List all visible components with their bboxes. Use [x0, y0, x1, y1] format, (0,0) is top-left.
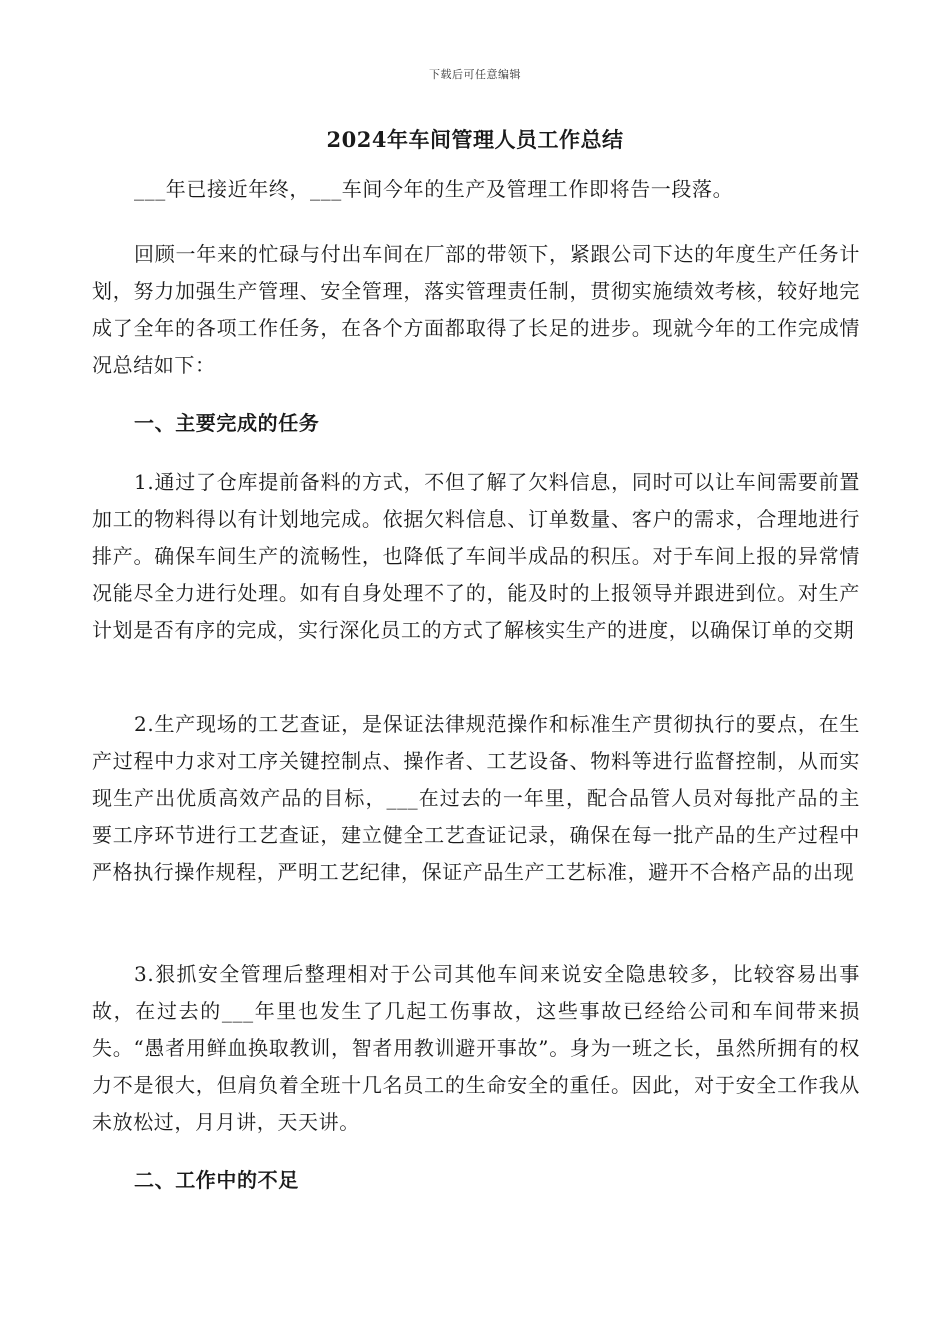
paragraph-review: 回顾一年来的忙碌与付出车间在厂部的带领下，紧跟公司下达的年度生产任务计划，努力加强生产管理、安全管理，落实管理责任制，贯彻实施绩效考核，较好地完成了全年的各项工作任务，在各个方面都取得了长足的进步。现就今年的工作完成情况总结如下：	[92, 242, 860, 377]
paragraph-review-block	[92, 236, 860, 384]
section-heading-1: 一、主要完成的任务	[134, 411, 320, 435]
list-item-1-block	[92, 464, 860, 649]
list-item-2: 2.生产现场的工艺查证，是保证法律规范操作和标准生产贯彻执行的要点，在生产过程中力求对工序关键控制点、操作者、工艺设备、物料等进行监督控制，从而实现生产出优质高效产品的目标，___在过去的一年里，配合品管人员对每批产品的主要工序环节进行工艺查证，建立健全工艺查证记录，确保在每一批产品的生产过程中严格执行操作规程，严明工艺纪律，保证产品生产工艺标准，避开不合格产品的出现	[92, 712, 860, 884]
header-note: 下载后可任意编辑	[429, 68, 521, 81]
section-heading-1-block	[92, 405, 860, 442]
paragraph-intro: ___年已接近年终，___车间今年的生产及管理工作即将告一段落。	[134, 177, 734, 201]
section-heading-2: 二、工作中的不足	[134, 1168, 299, 1192]
document-title: 2024年车间管理人员工作总结	[326, 127, 624, 152]
list-item-3: 3.狠抓安全管理后整理相对于公司其他车间来说安全隐患较多，比较容易出事故，在过去的___年里也发生了几起工伤事故，这些事故已经给公司和车间带来损失。“愚者用鲜血换取教训，智者用教训避开事故”。身为一班之长，虽然所拥有的权力不是很大，但肩负着全班十几名员工的生命安全的重任。因此，对于安全工作我从未放松过，月月讲，天天讲。	[92, 962, 860, 1134]
list-item-3-block	[92, 956, 860, 1141]
list-item-1: 1.通过了仓库提前备料的方式，不但了解了欠料信息，同时可以让车间需要前置加工的物料得以有计划地完成。依据欠料信息、订单数量、客户的需求，合理地进行排产。确保车间生产的流畅性，也降低了车间半成品的积压。对于车间上报的异常情况能尽全力进行处理。如有自身处理不了的，能及时的上报领导并跟进到位。对生产计划是否有序的完成，实行深化员工的方式了解核实生产的进度，以确保订单的交期	[92, 470, 860, 642]
list-item-2-block	[92, 706, 860, 891]
paragraph-intro-block	[92, 171, 860, 208]
section-heading-2-block	[92, 1162, 860, 1199]
